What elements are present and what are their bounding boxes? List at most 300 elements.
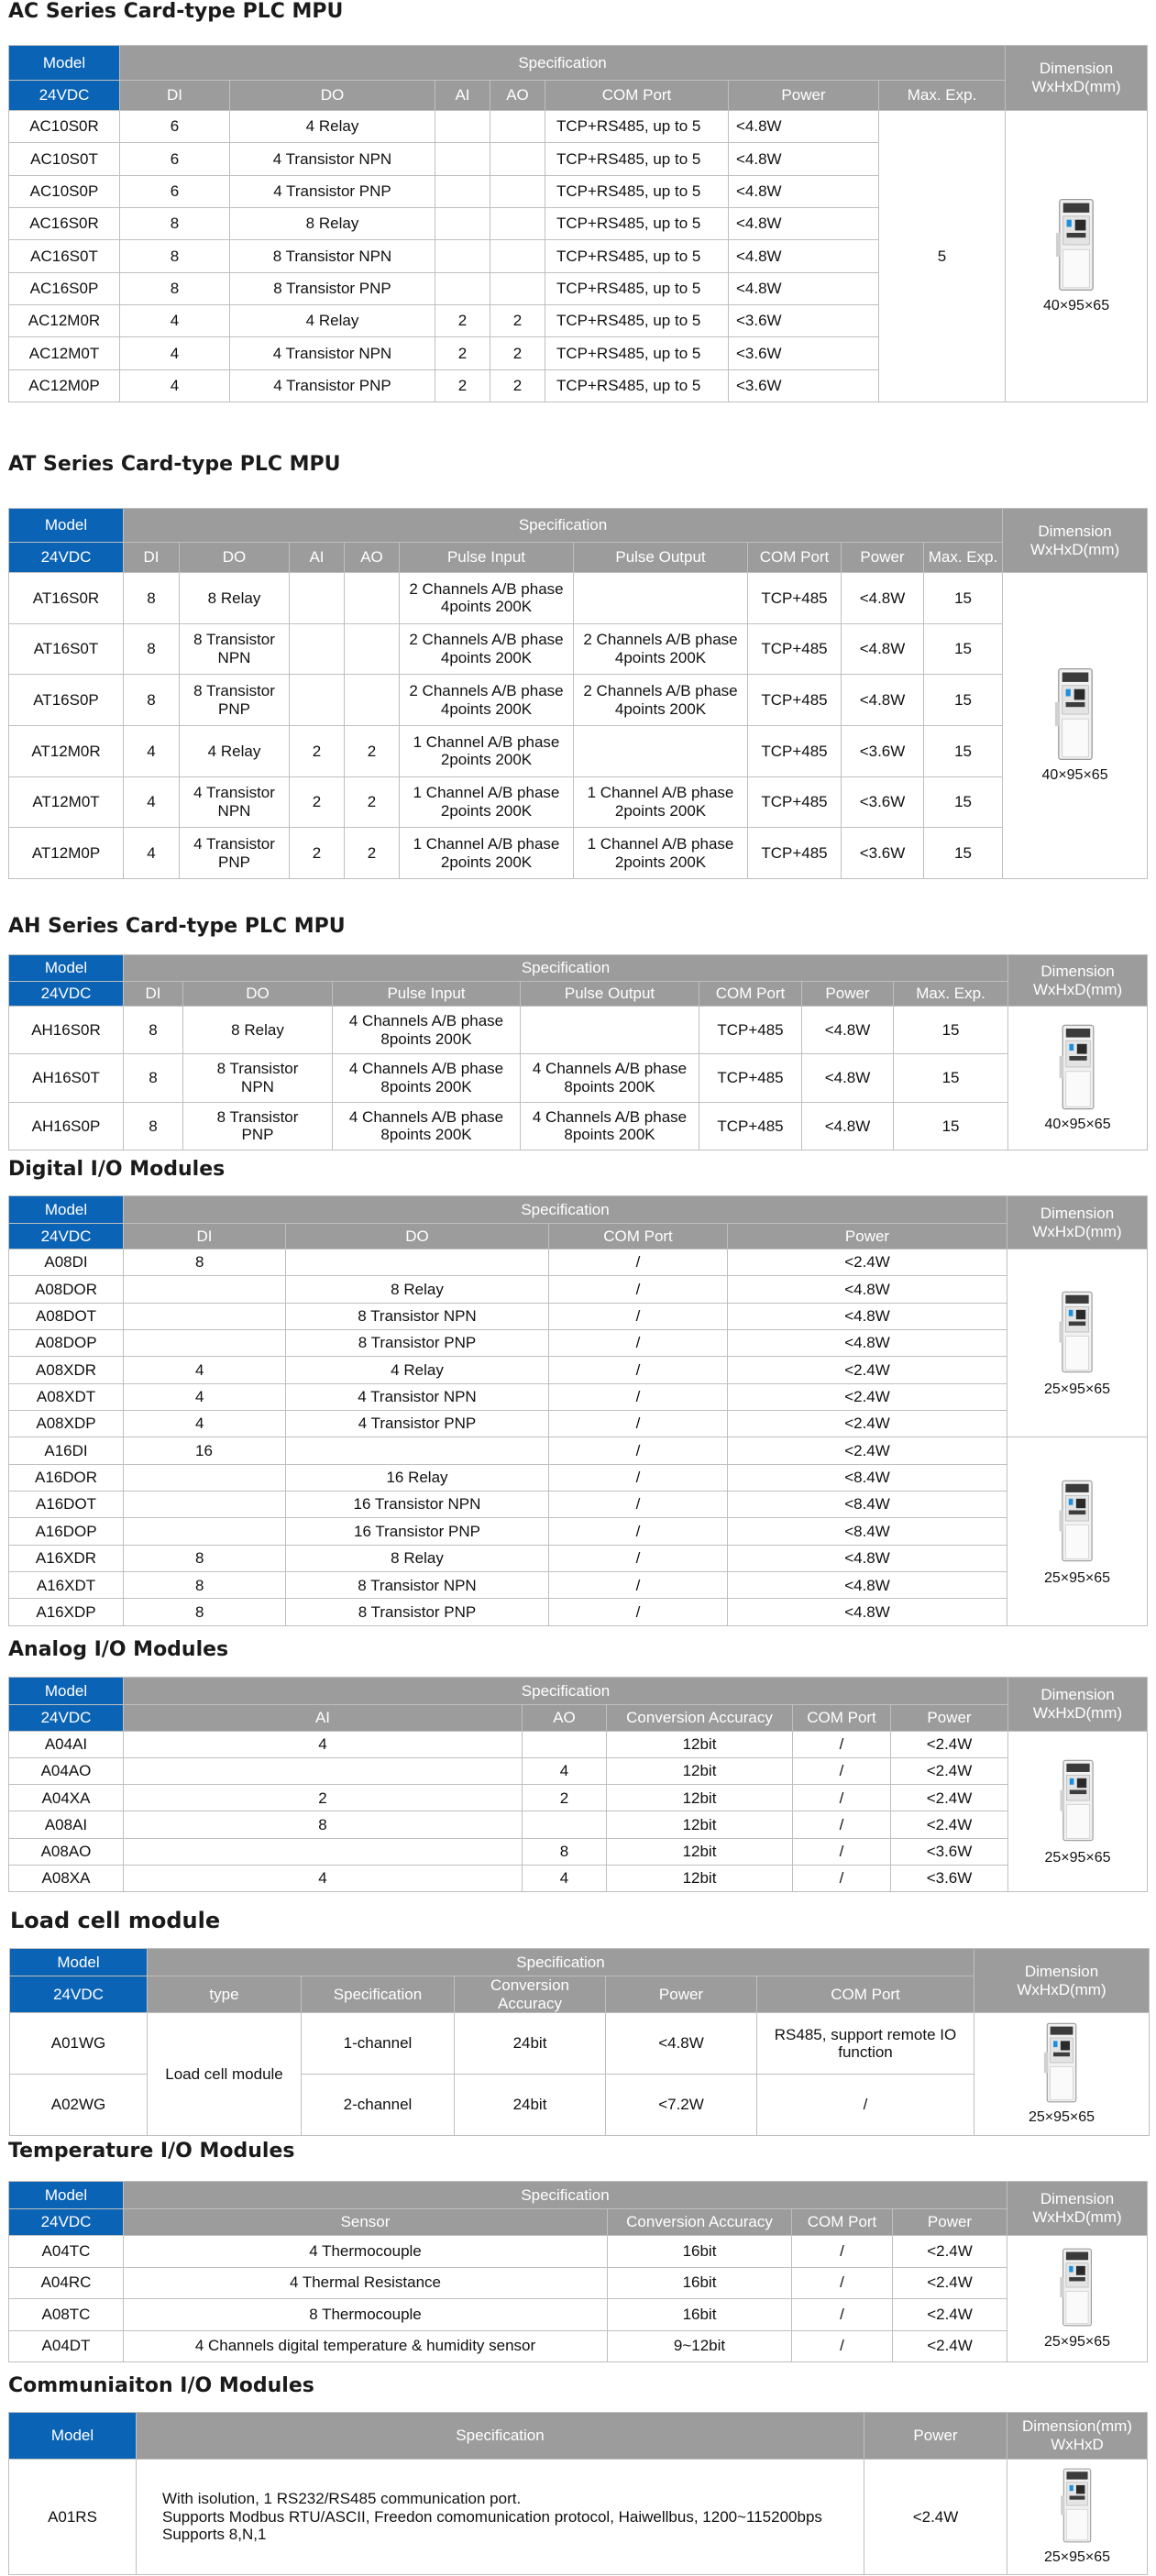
conversion-accuracy-cell: 24bit xyxy=(455,2075,606,2136)
aio-section-title: Analog I/O Modules xyxy=(8,1638,229,1661)
power-cell: <2.4W xyxy=(891,1785,1008,1811)
max-exp-cell: 15 xyxy=(924,573,1003,624)
power-cell: <2.4W xyxy=(893,2236,1007,2268)
at-section-title: AT Series Card-type PLC MPU xyxy=(8,453,341,476)
pulse-input-cell: 2 Channels A/B phase 4points 200K xyxy=(400,675,574,726)
do-cell: 8 Transistor NPN xyxy=(180,623,290,675)
do-cell: 4 Transistor NPN xyxy=(286,1383,549,1410)
com-port-cell: TCP+RS485, up to 5 xyxy=(545,272,729,304)
di-cell xyxy=(124,1276,286,1303)
column-header-conversion-accuracy: Conversion Accuracy xyxy=(455,1976,606,2013)
ai-cell: 2 xyxy=(435,304,490,336)
ac-spec-table xyxy=(8,45,1148,402)
com-port-cell: TCP+485 xyxy=(699,1102,802,1150)
model-header: Model xyxy=(9,46,120,81)
ao-cell xyxy=(490,111,545,143)
com-port-cell: TCP+485 xyxy=(748,776,842,828)
com-port-cell: / xyxy=(793,1838,891,1865)
column-header-max-exp: Max. Exp. xyxy=(879,81,1006,111)
ao-cell: 2 xyxy=(345,828,400,879)
power-cell: <4.8W xyxy=(728,1330,1007,1357)
com-port-cell: / xyxy=(549,1303,728,1329)
model-cell: A08XDR xyxy=(9,1357,124,1383)
specification-header: Specification xyxy=(124,955,1008,982)
table-row xyxy=(9,1054,1148,1102)
table-row xyxy=(10,2013,1150,2075)
column-header-com-port: COM Port xyxy=(757,1976,974,2013)
conversion-accuracy-cell: 12bit xyxy=(607,1785,793,1811)
max-exp-cell: 15 xyxy=(924,776,1003,828)
do-cell: 8 Relay xyxy=(180,573,290,624)
ah-section-title: AH Series Card-type PLC MPU xyxy=(8,915,346,938)
power-cell: <7.2W xyxy=(606,2075,757,2136)
power-cell: <4.8W xyxy=(802,1054,894,1102)
specification-cell: 2-channel xyxy=(302,2075,455,2136)
column-header-power: Power xyxy=(728,1224,1007,1249)
com-port-cell: / xyxy=(793,1785,891,1811)
com-port-cell: / xyxy=(549,1518,728,1545)
tio-spec-table xyxy=(8,2181,1148,2362)
com-port-cell: / xyxy=(549,1599,728,1626)
column-header-power: Power xyxy=(893,2209,1007,2236)
specification-header: Specification xyxy=(120,46,1006,81)
max-exp-cell: 5 xyxy=(879,111,1006,402)
conversion-accuracy-cell: 12bit xyxy=(607,1758,793,1785)
power-cell: <4.8W xyxy=(842,573,924,624)
model-cell: AC10S0P xyxy=(9,175,120,207)
power-cell: <2.4W xyxy=(891,1732,1008,1758)
di-cell xyxy=(124,1330,286,1357)
pulse-input-cell: 4 Channels A/B phase 8points 200K xyxy=(333,1054,521,1102)
model-header: Model xyxy=(10,1949,148,1976)
ao-cell xyxy=(345,675,400,726)
model-cell: A04AI xyxy=(9,1732,124,1758)
do-cell: 4 Transistor NPN xyxy=(230,337,435,369)
conversion-accuracy-cell: 16bit xyxy=(608,2299,792,2331)
power-cell: <3.6W xyxy=(729,337,879,369)
conversion-accuracy-cell: 12bit xyxy=(607,1838,793,1865)
pulse-input-cell: 4 Channels A/B phase 8points 200K xyxy=(333,1102,521,1150)
model-cell: A08AO xyxy=(9,1838,124,1865)
lc-section-title: Load cell module xyxy=(10,1908,221,1933)
pulse-output-cell: 2 Channels A/B phase 4points 200K xyxy=(574,623,748,675)
pulse-output-cell xyxy=(574,573,748,624)
model-cell: AT16S0P xyxy=(9,675,124,726)
ai-cell xyxy=(290,675,345,726)
model-cell: A08XDP xyxy=(9,1411,124,1437)
ai-cell xyxy=(124,1838,523,1865)
com-port-cell: TCP+RS485, up to 5 xyxy=(545,369,729,402)
com-port-cell: / xyxy=(549,1411,728,1437)
pulse-output-cell xyxy=(574,725,748,776)
table-row xyxy=(9,1330,1148,1357)
max-exp-cell: 15 xyxy=(924,725,1003,776)
ai-cell xyxy=(290,623,345,675)
model-cell: AC16S0T xyxy=(9,240,120,272)
dimension-header: Dimension(mm) WxHxD xyxy=(1007,2413,1148,2460)
di-cell: 8 xyxy=(120,207,230,239)
do-cell: 8 Transistor PNP xyxy=(180,675,290,726)
ao-cell: 8 xyxy=(523,1838,607,1865)
di-cell: 6 xyxy=(120,143,230,175)
di-cell: 8 xyxy=(124,1599,286,1626)
com-port-cell: / xyxy=(549,1572,728,1599)
table-row xyxy=(9,828,1148,879)
model-cell: A16XDP xyxy=(9,1599,124,1626)
di-cell: 4 xyxy=(124,828,180,879)
table-row xyxy=(9,1357,1148,1383)
pulse-output-cell: 1 Channel A/B phase 2points 200K xyxy=(574,776,748,828)
di-cell: 6 xyxy=(120,111,230,143)
di-cell xyxy=(124,1518,286,1545)
column-header-power: Power xyxy=(606,1976,757,2013)
do-cell: 4 Transistor PNP xyxy=(230,369,435,402)
power-cell: <3.6W xyxy=(891,1865,1008,1891)
power-cell: <8.4W xyxy=(728,1464,1007,1491)
table-row xyxy=(9,1732,1148,1758)
ao-cell: 4 xyxy=(523,1865,607,1891)
column-header-di: DI xyxy=(124,543,180,573)
power-cell: <8.4W xyxy=(728,1518,1007,1545)
table-row xyxy=(9,1383,1148,1410)
pulse-input-cell: 4 Channels A/B phase 8points 200K xyxy=(333,1007,521,1054)
dimension-header: Dimension WxHxD(mm) xyxy=(1003,509,1148,573)
power-cell: <4.8W xyxy=(729,207,879,239)
di-cell: 4 xyxy=(124,1411,286,1437)
conversion-accuracy-cell: 16bit xyxy=(608,2267,792,2299)
lc-spec-table xyxy=(9,1948,1150,2136)
com-port-cell: TCP+485 xyxy=(748,573,842,624)
dimension-value: 40×95×65 xyxy=(1041,767,1108,784)
power-cell: <4.8W xyxy=(729,272,879,304)
model-header: Model xyxy=(9,955,124,982)
model-cell: AC10S0T xyxy=(9,143,120,175)
power-cell: <3.6W xyxy=(842,725,924,776)
com-port-cell: TCP+RS485, up to 5 xyxy=(545,304,729,336)
di-cell: 4 xyxy=(124,1357,286,1383)
column-header-power: Power xyxy=(802,982,894,1007)
table-row xyxy=(9,2460,1148,2575)
com-port-cell: / xyxy=(793,1732,891,1758)
plc-module-icon xyxy=(1051,197,1102,292)
plc-module-icon xyxy=(1056,1288,1098,1376)
table-row xyxy=(9,1785,1148,1811)
do-cell: 4 Relay xyxy=(286,1357,549,1383)
com-port-cell: TCP+RS485, up to 5 xyxy=(545,143,729,175)
model-cell: A08XDT xyxy=(9,1383,124,1410)
di-cell xyxy=(124,1464,286,1491)
table-row xyxy=(9,1838,1148,1865)
column-header-ai: AI xyxy=(124,1705,523,1732)
ao-cell xyxy=(490,175,545,207)
dio-spec-table xyxy=(8,1195,1148,1626)
pulse-input-cell: 1 Channel A/B phase 2points 200K xyxy=(400,725,574,776)
model-cell: A08DOT xyxy=(9,1303,124,1329)
specification-cell: 1-channel xyxy=(302,2013,455,2075)
model-cell: A04XA xyxy=(9,1785,124,1811)
di-cell: 8 xyxy=(124,1102,183,1150)
power-cell: <4.8W xyxy=(802,1007,894,1054)
model-cell: A01RS xyxy=(9,2460,137,2575)
dimension-value: 25×95×65 xyxy=(1044,1849,1111,1866)
model-header: Model xyxy=(9,1678,124,1705)
dimension-header: Dimension WxHxD(mm) xyxy=(974,1949,1150,2013)
do-cell: 8 Relay xyxy=(286,1276,549,1303)
voltage-header: 24VDC xyxy=(9,1224,124,1249)
do-cell xyxy=(286,1249,549,1276)
model-cell: A08DI xyxy=(9,1249,124,1276)
ai-cell xyxy=(435,240,490,272)
column-header-ao: AO xyxy=(345,543,400,573)
specification-header: Specification xyxy=(124,1678,1008,1705)
di-cell: 8 xyxy=(120,272,230,304)
do-cell: 16 Relay xyxy=(286,1464,549,1491)
model-cell: A08DOR xyxy=(9,1276,124,1303)
column-header-pulse-output: Pulse Output xyxy=(574,543,748,573)
pulse-input-cell: 1 Channel A/B phase 2points 200K xyxy=(400,776,574,828)
pulse-input-cell: 1 Channel A/B phase 2points 200K xyxy=(400,828,574,879)
do-cell: 8 Transistor PNP xyxy=(183,1102,333,1150)
type-cell: Load cell module xyxy=(148,2013,302,2136)
conversion-accuracy-cell: 16bit xyxy=(608,2236,792,2268)
ao-cell: 2 xyxy=(490,304,545,336)
model-cell: A16DOT xyxy=(9,1492,124,1518)
com-port-cell: / xyxy=(549,1437,728,1464)
model-cell: AC12M0R xyxy=(9,304,120,336)
do-cell: 4 Transistor PNP xyxy=(230,175,435,207)
column-header-specification: Specification xyxy=(302,1976,455,2013)
power-cell: <2.4W xyxy=(893,2267,1007,2299)
column-header-pulse-input: Pulse Input xyxy=(333,982,521,1007)
pulse-output-cell: 4 Channels A/B phase 8points 200K xyxy=(521,1054,699,1102)
com-port-cell: / xyxy=(793,1758,891,1785)
table-row xyxy=(9,1758,1148,1785)
column-header-do: DO xyxy=(230,81,435,111)
ao-cell: 2 xyxy=(345,725,400,776)
ai-cell: 4 xyxy=(124,1865,523,1891)
voltage-header: 24VDC xyxy=(9,81,120,111)
power-cell: <4.8W xyxy=(606,2013,757,2075)
column-header-do: DO xyxy=(183,982,333,1007)
di-cell xyxy=(124,1303,286,1329)
table-row xyxy=(9,1437,1148,1464)
table-row xyxy=(9,1464,1148,1491)
do-cell xyxy=(286,1437,549,1464)
table-row xyxy=(9,1599,1148,1626)
power-cell: <2.4W xyxy=(728,1437,1007,1464)
column-header-ai: AI xyxy=(435,81,490,111)
voltage-header: 24VDC xyxy=(9,982,124,1007)
table-row xyxy=(9,776,1148,828)
power-cell: <3.6W xyxy=(891,1838,1008,1865)
do-cell: 4 Transistor PNP xyxy=(286,1411,549,1437)
model-cell: AC12M0P xyxy=(9,369,120,402)
do-cell: 8 Relay xyxy=(183,1007,333,1054)
table-row xyxy=(9,725,1148,776)
column-header-com-port: COM Port xyxy=(748,543,842,573)
com-port-cell: TCP+485 xyxy=(748,623,842,675)
di-cell: 8 xyxy=(124,1572,286,1599)
model-header: Model xyxy=(9,1196,124,1224)
model-cell: A16DOR xyxy=(9,1464,124,1491)
column-header-do: DO xyxy=(286,1224,549,1249)
column-header-com-port: COM Port xyxy=(549,1224,728,1249)
model-header: Model xyxy=(9,2182,124,2209)
ai-cell: 8 xyxy=(124,1811,523,1838)
power-cell: <2.4W xyxy=(728,1357,1007,1383)
specification-header: Specification xyxy=(124,509,1003,543)
power-cell: <4.8W xyxy=(842,623,924,675)
com-port-cell: TCP+485 xyxy=(699,1007,802,1054)
di-cell: 6 xyxy=(120,175,230,207)
specification-header: Specification xyxy=(148,1949,974,1976)
com-port-cell: / xyxy=(549,1492,728,1518)
power-cell: <4.8W xyxy=(728,1303,1007,1329)
di-cell: 4 xyxy=(120,369,230,402)
ai-cell: 2 xyxy=(124,1785,523,1811)
com-port-cell: / xyxy=(757,2075,974,2136)
com-port-cell: TCP+RS485, up to 5 xyxy=(545,111,729,143)
dimension-value: 40×95×65 xyxy=(1043,298,1110,314)
conversion-accuracy-cell: 12bit xyxy=(607,1811,793,1838)
com-port-cell: / xyxy=(792,2236,893,2268)
model-cell: AT12M0P xyxy=(9,828,124,879)
dimension-value: 25×95×65 xyxy=(1028,2109,1095,2126)
do-cell: 8 Transistor PNP xyxy=(286,1330,549,1357)
plc-module-icon xyxy=(1056,1477,1098,1565)
power-cell: <4.8W xyxy=(728,1572,1007,1599)
cio-section-title: Communiaiton I/O Modules xyxy=(8,2374,314,2397)
model-header: Model xyxy=(9,2413,137,2460)
do-cell: 16 Transistor PNP xyxy=(286,1518,549,1545)
do-cell: 4 Relay xyxy=(230,304,435,336)
conversion-accuracy-cell: 9~12bit xyxy=(608,2330,792,2362)
do-cell: 8 Transistor PNP xyxy=(230,272,435,304)
power-cell: <2.4W xyxy=(728,1383,1007,1410)
power-cell: <2.4W xyxy=(893,2330,1007,2362)
com-port-cell: / xyxy=(549,1545,728,1571)
model-cell: A16XDR xyxy=(9,1545,124,1571)
column-header-pulse-output: Pulse Output xyxy=(521,982,699,1007)
table-row xyxy=(9,2299,1148,2331)
column-header-di: DI xyxy=(120,81,230,111)
di-cell: 8 xyxy=(124,1545,286,1571)
conversion-accuracy-cell: 24bit xyxy=(455,2013,606,2075)
plc-module-icon xyxy=(1040,2021,1083,2104)
com-port-cell: / xyxy=(549,1383,728,1410)
table-row xyxy=(9,1492,1148,1518)
ao-cell: 2 xyxy=(345,776,400,828)
di-cell: 4 xyxy=(124,725,180,776)
dimension-cell xyxy=(1008,1007,1148,1150)
power-cell: <2.4W xyxy=(864,2460,1007,2575)
do-cell: 8 Relay xyxy=(286,1545,549,1571)
power-cell: <4.8W xyxy=(728,1599,1007,1626)
model-cell: A01WG xyxy=(10,2013,148,2075)
column-header-ao: AO xyxy=(523,1705,607,1732)
power-cell: <4.8W xyxy=(802,1102,894,1150)
model-cell: A04AO xyxy=(9,1758,124,1785)
table-row xyxy=(9,2267,1148,2299)
power-cell: <4.8W xyxy=(729,175,879,207)
dimension-header: Dimension WxHxD(mm) xyxy=(1007,2182,1148,2236)
dimension-value: 25×95×65 xyxy=(1043,2334,1111,2350)
power-cell: <3.6W xyxy=(729,369,879,402)
column-header-conversion-accuracy: Conversion Accuracy xyxy=(607,1705,793,1732)
do-cell: 8 Transistor PNP xyxy=(286,1599,549,1626)
model-cell: A16DI xyxy=(9,1437,124,1464)
pulse-output-cell: 2 Channels A/B phase 4points 200K xyxy=(574,675,748,726)
do-cell: 8 Transistor NPN xyxy=(286,1572,549,1599)
table-row xyxy=(9,1411,1148,1437)
ai-cell xyxy=(435,111,490,143)
com-port-cell: / xyxy=(792,2299,893,2331)
model-cell: A04DT xyxy=(9,2330,124,2362)
conversion-accuracy-cell: 12bit xyxy=(607,1732,793,1758)
table-row xyxy=(9,1276,1148,1303)
table-row xyxy=(9,1303,1148,1329)
model-cell: AH16S0R xyxy=(9,1007,124,1054)
di-cell: 4 xyxy=(124,776,180,828)
dimension-value: 25×95×65 xyxy=(1043,2549,1111,2566)
ao-cell: 2 xyxy=(523,1785,607,1811)
table-row xyxy=(9,111,1148,143)
column-header-com-port: COM Port xyxy=(545,81,729,111)
conversion-accuracy-cell: 12bit xyxy=(607,1865,793,1891)
column-header-power: Power xyxy=(729,81,879,111)
dimension-cell xyxy=(1007,1249,1148,1437)
di-cell: 8 xyxy=(120,240,230,272)
column-header-max-exp: Max. Exp. xyxy=(924,543,1003,573)
table-row xyxy=(9,573,1148,624)
specification-header: Specification xyxy=(124,2182,1007,2209)
di-cell: 8 xyxy=(124,573,180,624)
table-row xyxy=(9,1545,1148,1571)
ai-cell: 2 xyxy=(435,369,490,402)
do-cell: 4 Relay xyxy=(180,725,290,776)
model-cell: A08AI xyxy=(9,1811,124,1838)
sensor-cell: 4 Thermal Resistance xyxy=(124,2267,608,2299)
model-cell: A02WG xyxy=(10,2075,148,2136)
do-cell: 8 Transistor NPN xyxy=(286,1303,549,1329)
aio-spec-table xyxy=(8,1677,1148,1892)
specification-header: Specification xyxy=(124,1196,1007,1224)
specification-header: Specification xyxy=(137,2413,864,2460)
do-cell: 4 Relay xyxy=(230,111,435,143)
max-exp-cell: 15 xyxy=(894,1054,1008,1102)
pulse-output-cell: 4 Channels A/B phase 8points 200K xyxy=(521,1102,699,1150)
table-row xyxy=(9,2330,1148,2362)
column-header-type: type xyxy=(148,1976,302,2013)
power-cell: <2.4W xyxy=(891,1758,1008,1785)
plc-module-icon xyxy=(1057,2467,1097,2544)
tio-section-title: Temperature I/O Modules xyxy=(8,2140,295,2163)
dimension-cell xyxy=(974,2013,1150,2136)
table-row xyxy=(9,675,1148,726)
max-exp-cell: 15 xyxy=(894,1102,1008,1150)
max-exp-cell: 15 xyxy=(924,623,1003,675)
dimension-cell xyxy=(1007,2236,1148,2362)
power-cell: <4.8W xyxy=(729,143,879,175)
power-cell: <4.8W xyxy=(729,240,879,272)
voltage-header: 24VDC xyxy=(9,1705,124,1732)
power-cell: <4.8W xyxy=(729,111,879,143)
model-cell: AT16S0T xyxy=(9,623,124,675)
com-port-cell: / xyxy=(793,1811,891,1838)
dimension-header: Dimension WxHxD(mm) xyxy=(1006,46,1148,111)
power-cell: <4.8W xyxy=(728,1276,1007,1303)
sensor-cell: 4 Channels digital temperature & humidity sensor xyxy=(124,2330,608,2362)
